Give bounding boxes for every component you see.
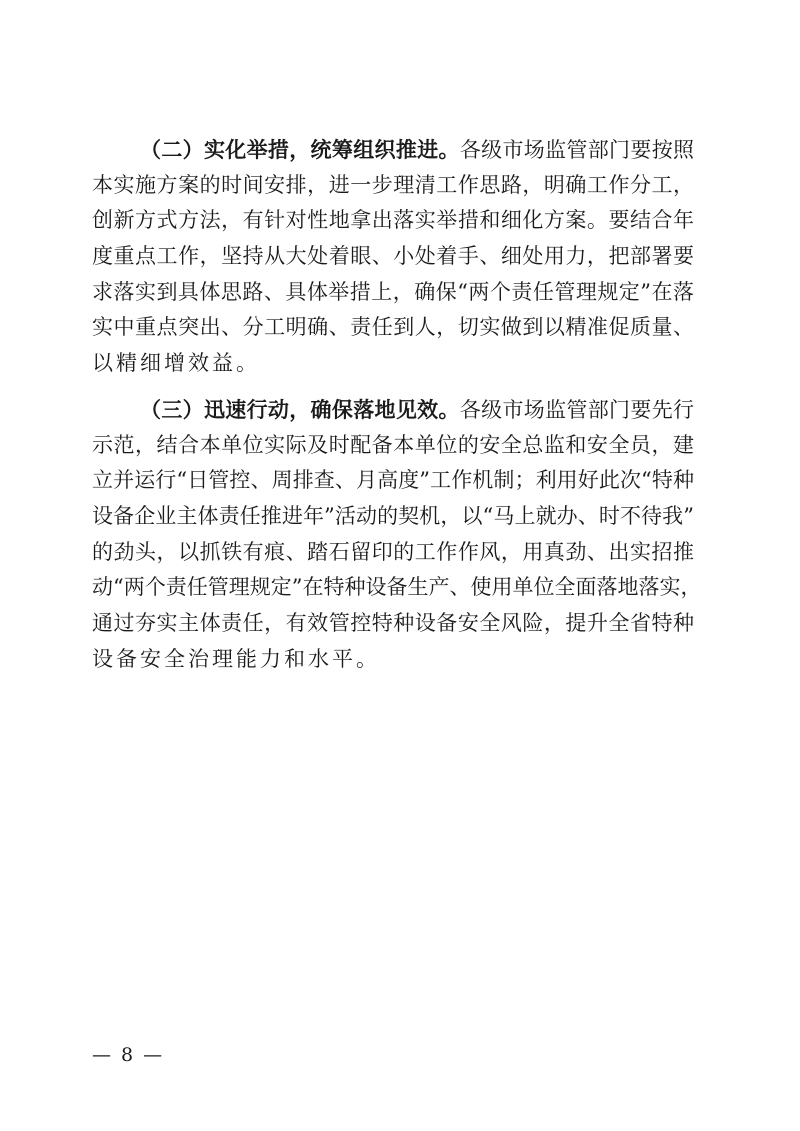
body-line: 通过夯实主体责任，有效管控特种设备安全风险，提升全省特种: [92, 611, 694, 636]
body-line: 实中重点突出、分工明确、责任到人，切实做到以精准促质量、: [92, 315, 694, 340]
body-line: 以精细增效益。: [92, 351, 260, 376]
paragraph-first-line: [92, 392, 694, 428]
paragraph-implementation-measures: [92, 132, 694, 382]
section-heading: （三）迅速行动，确保落地见效。: [140, 397, 460, 422]
body-line: 设备安全治理能力和水平。: [92, 646, 380, 671]
page-number: — 8 —: [92, 1044, 165, 1066]
body-line: 立并运行“日管控、周排查、月高度”工作机制；利用好此次“特种: [92, 468, 694, 493]
body-text: 各级市场监管部门要先行: [459, 398, 695, 422]
body-line: 创新方式方法，有针对性地拿出落实举措和细化方案。要结合年: [92, 208, 694, 233]
body-line: 本实施方案的时间安排，进一步理清工作思路，明确工作分工，: [92, 172, 694, 197]
body-line: 示范，结合本单位实际及时配备本单位的安全总监和安全员，建: [92, 432, 694, 457]
paragraph-first-line: [92, 132, 694, 168]
body-text: 各级市场监管部门要按照: [459, 138, 695, 162]
body-line: 动“两个责任管理规定”在特种设备生产、使用单位全面落地落实，: [92, 575, 702, 600]
body-line: 的劲头，以抓铁有痕、踏石留印的工作作风，用真劲、出实招推: [92, 539, 694, 564]
body-line: 求落实到具体思路、具体举措上，确保“两个责任管理规定”在落: [92, 279, 694, 304]
body-line: 度重点工作，坚持从大处着眼、小处着手、细处用力，把部署要: [92, 244, 694, 269]
paragraph-rapid-action: [92, 392, 702, 678]
section-heading: （二）实化举措，统筹组织推进。: [140, 137, 460, 162]
body-line: 设备企业主体责任推进年”活动的契机，以“马上就办、时不待我”: [92, 504, 694, 529]
